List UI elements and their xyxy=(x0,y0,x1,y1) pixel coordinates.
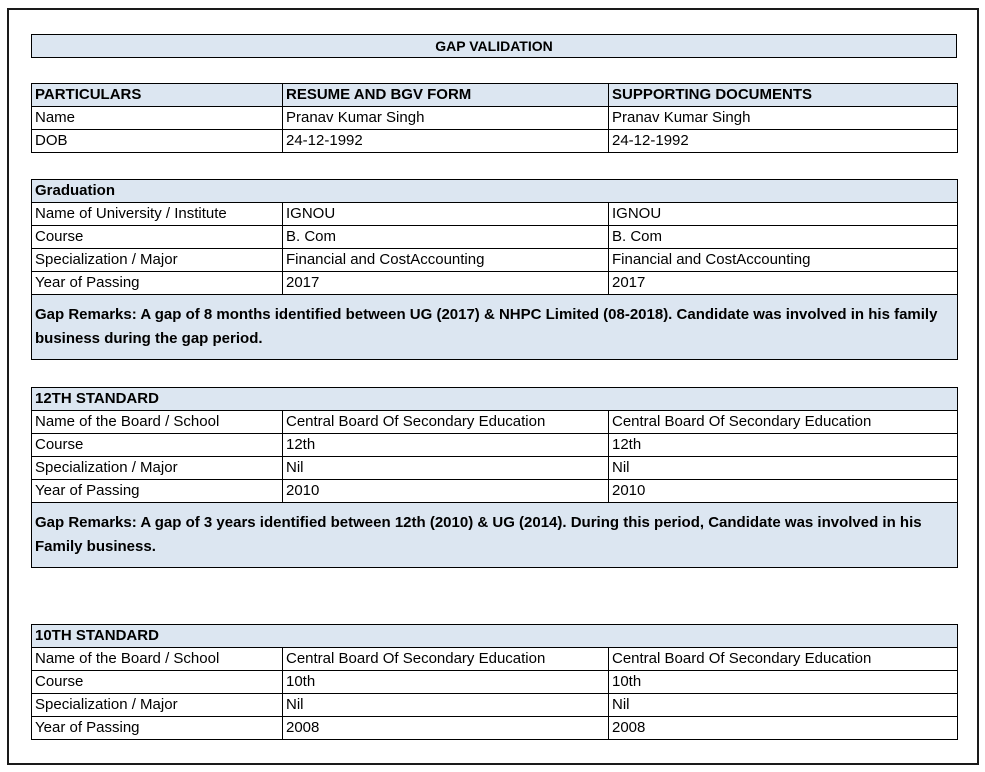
document-value: Central Board Of Secondary Education xyxy=(609,411,958,434)
twelfth-table xyxy=(31,387,958,568)
page-title xyxy=(31,34,957,58)
document-value: 24-12-1992 xyxy=(609,130,958,153)
resume-value: 12th xyxy=(283,434,609,457)
table-row xyxy=(32,480,958,503)
row-label: Year of Passing xyxy=(32,480,283,503)
row-label: Name xyxy=(32,107,283,130)
table-row xyxy=(32,272,958,295)
resume-value: Financial and CostAccounting xyxy=(283,249,609,272)
resume-value: IGNOU xyxy=(283,203,609,226)
table-row xyxy=(32,249,958,272)
section-heading: Graduation xyxy=(32,180,958,203)
personal-table xyxy=(31,83,958,153)
document-value: Financial and CostAccounting xyxy=(609,249,958,272)
document-value: B. Com xyxy=(609,226,958,249)
section-heading: 10TH STANDARD xyxy=(32,625,958,648)
table-row xyxy=(32,130,958,153)
page-title-text: GAP VALIDATION xyxy=(435,38,553,54)
section-header-row xyxy=(32,388,958,411)
resume-value: Central Board Of Secondary Education xyxy=(283,648,609,671)
table-header-row xyxy=(32,84,958,107)
document-value: Nil xyxy=(609,457,958,480)
graduation-table xyxy=(31,179,958,360)
table-row xyxy=(32,671,958,694)
resume-value: Nil xyxy=(283,694,609,717)
section-heading: 12TH STANDARD xyxy=(32,388,958,411)
table-row xyxy=(32,434,958,457)
resume-value: Central Board Of Secondary Education xyxy=(283,411,609,434)
document-value: 2010 xyxy=(609,480,958,503)
table-row xyxy=(32,411,958,434)
document-value: IGNOU xyxy=(609,203,958,226)
resume-value: B. Com xyxy=(283,226,609,249)
header-resume-bgv: RESUME AND BGV FORM xyxy=(283,84,609,107)
resume-value: Pranav Kumar Singh xyxy=(283,107,609,130)
row-label: Specialization / Major xyxy=(32,457,283,480)
document-value: 10th xyxy=(609,671,958,694)
gap-remarks: Gap Remarks: A gap of 3 years identified between 12th (2010) & UG (2014). During this period, Candidate was involved in his Family business. xyxy=(32,503,958,568)
row-label: Course xyxy=(32,671,283,694)
resume-value: 10th xyxy=(283,671,609,694)
resume-value: 2010 xyxy=(283,480,609,503)
table-row xyxy=(32,694,958,717)
resume-value: 24-12-1992 xyxy=(283,130,609,153)
header-particulars: PARTICULARS xyxy=(32,84,283,107)
gap-remarks: Gap Remarks: A gap of 8 months identified between UG (2017) & NHPC Limited (08-2018). Candidate was involved in his family business during the gap period. xyxy=(32,295,958,360)
row-label: Specialization / Major xyxy=(32,694,283,717)
resume-value: 2017 xyxy=(283,272,609,295)
row-label: DOB xyxy=(32,130,283,153)
table-row xyxy=(32,203,958,226)
row-label: Name of University / Institute xyxy=(32,203,283,226)
section-header-row xyxy=(32,625,958,648)
remarks-row xyxy=(32,295,958,360)
row-label: Name of the Board / School xyxy=(32,648,283,671)
header-supporting-docs: SUPPORTING DOCUMENTS xyxy=(609,84,958,107)
row-label: Course xyxy=(32,226,283,249)
resume-value: Nil xyxy=(283,457,609,480)
document-value: Pranav Kumar Singh xyxy=(609,107,958,130)
table-row xyxy=(32,107,958,130)
tenth-table xyxy=(31,624,958,740)
row-label: Year of Passing xyxy=(32,272,283,295)
document-value: Nil xyxy=(609,694,958,717)
table-row xyxy=(32,226,958,249)
document-value: 2017 xyxy=(609,272,958,295)
document-value: Central Board Of Secondary Education xyxy=(609,648,958,671)
table-row xyxy=(32,717,958,740)
row-label: Name of the Board / School xyxy=(32,411,283,434)
resume-value: 2008 xyxy=(283,717,609,740)
table-row xyxy=(32,648,958,671)
remarks-row xyxy=(32,503,958,568)
row-label: Course xyxy=(32,434,283,457)
row-label: Year of Passing xyxy=(32,717,283,740)
document-value: 12th xyxy=(609,434,958,457)
table-row xyxy=(32,457,958,480)
document-value: 2008 xyxy=(609,717,958,740)
section-header-row xyxy=(32,180,958,203)
row-label: Specialization / Major xyxy=(32,249,283,272)
